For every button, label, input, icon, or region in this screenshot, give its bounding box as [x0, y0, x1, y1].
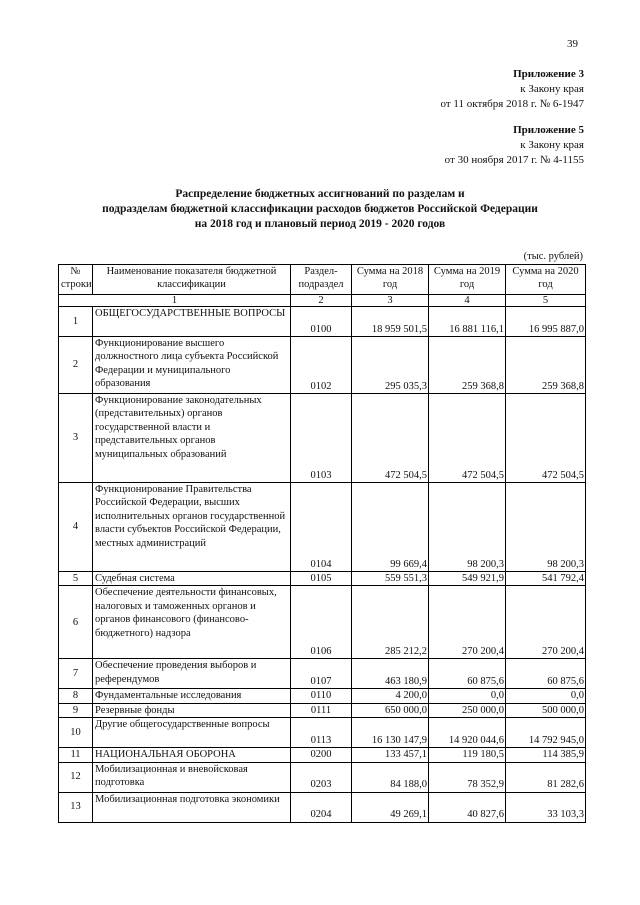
row-number: 7 [59, 659, 93, 689]
section-code: 0203 [291, 762, 352, 792]
table-row [59, 586, 586, 659]
sum-2020: 16 995 887,0 [506, 307, 586, 337]
sum-2018: 18 959 501,5 [352, 307, 429, 337]
row-number: 5 [59, 572, 93, 586]
sum-2018: 650 000,0 [352, 703, 429, 717]
sum-2018: 84 188,0 [352, 762, 429, 792]
table-row [59, 703, 586, 717]
document-title-line: Распределение бюджетных ассигнований по разделам и [175, 188, 465, 200]
budget-table [58, 264, 586, 823]
sum-2018: 133 457,1 [352, 748, 429, 762]
column-number: 1 [59, 295, 291, 307]
row-number: 12 [59, 762, 93, 792]
row-number: 4 [59, 483, 93, 572]
section-code: 0102 [291, 337, 352, 394]
page-number: 39 [567, 38, 578, 50]
indicator-name: Другие общегосударственные вопросы [93, 718, 291, 748]
table-row [59, 572, 586, 586]
units-label: (тыс. рублей) [523, 251, 583, 262]
appendix-3-line1: к Закону края [520, 83, 584, 95]
sum-2020: 0,0 [506, 689, 586, 703]
sum-2018: 295 035,3 [352, 337, 429, 394]
appendix-5-line2: от 30 ноября 2017 г. № 4-1155 [444, 154, 584, 166]
sum-2018: 285 212,2 [352, 586, 429, 659]
column-number: 2 [291, 295, 352, 307]
sum-2019: 250 000,0 [429, 703, 506, 717]
document-title-line: на 2018 год и плановый период 2019 - 2020 годов [194, 218, 446, 230]
sum-2020: 472 504,5 [506, 394, 586, 483]
sum-2020: 500 000,0 [506, 703, 586, 717]
section-code: 0103 [291, 394, 352, 483]
header-row-number: № строки [59, 265, 93, 295]
indicator-name: ОБЩЕГОСУДАРСТВЕННЫЕ ВОПРОСЫ [93, 307, 291, 337]
sum-2020: 270 200,4 [506, 586, 586, 659]
row-number: 1 [59, 307, 93, 337]
indicator-name: Мобилизационная подготовка экономики [93, 792, 291, 822]
appendix-3-title: Приложение 3 [513, 68, 584, 80]
column-numbering-row [59, 295, 586, 307]
section-code: 0111 [291, 703, 352, 717]
header-section-code: Раздел-подраздел [291, 265, 352, 295]
indicator-name: Обеспечение проведения выборов и референдумов [93, 659, 291, 689]
table-row [59, 792, 586, 822]
appendix-3-line2: от 11 октября 2018 г. № 6-1947 [440, 98, 584, 110]
sum-2019: 14 920 044,6 [429, 718, 506, 748]
header-sum-2020: Сумма на 2020 год [506, 265, 586, 295]
sum-2020: 14 792 945,0 [506, 718, 586, 748]
sum-2019: 549 921,9 [429, 572, 506, 586]
section-code: 0107 [291, 659, 352, 689]
sum-2019: 16 881 116,1 [429, 307, 506, 337]
sum-2019: 270 200,4 [429, 586, 506, 659]
row-number: 11 [59, 748, 93, 762]
sum-2020: 541 792,4 [506, 572, 586, 586]
document-title-line: подразделам бюджетной классификации расходов бюджетов Российской Федерации [102, 203, 538, 215]
table-row [59, 748, 586, 762]
sum-2018: 472 504,5 [352, 394, 429, 483]
indicator-name: Обеспечение деятельности финансовых, налоговых и таможенных органов и органов финансового (финансово-бюджетного) надзора [93, 586, 291, 659]
sum-2020: 33 103,3 [506, 792, 586, 822]
section-code: 0110 [291, 689, 352, 703]
indicator-name: Функционирование высшего должностного лица субъекта Российской Федерации и муниципального образования [93, 337, 291, 394]
appendix-3-header [440, 67, 584, 112]
table-row [59, 659, 586, 689]
sum-2018: 463 180,9 [352, 659, 429, 689]
sum-2019: 259 368,8 [429, 337, 506, 394]
sum-2019: 472 504,5 [429, 394, 506, 483]
table-row [59, 762, 586, 792]
section-code: 0200 [291, 748, 352, 762]
table-header-row [59, 265, 586, 295]
sum-2018: 99 669,4 [352, 483, 429, 572]
sum-2020: 81 282,6 [506, 762, 586, 792]
appendix-5-line1: к Закону края [520, 139, 584, 151]
sum-2018: 49 269,1 [352, 792, 429, 822]
table-row [59, 337, 586, 394]
section-code: 0204 [291, 792, 352, 822]
row-number: 9 [59, 703, 93, 717]
row-number: 10 [59, 718, 93, 748]
sum-2019: 60 875,6 [429, 659, 506, 689]
header-indicator-name: Наименование показателя бюджетной классификации [93, 265, 291, 295]
section-code: 0106 [291, 586, 352, 659]
header-sum-2018: Сумма на 2018 год [352, 265, 429, 295]
section-code: 0113 [291, 718, 352, 748]
row-number: 13 [59, 792, 93, 822]
sum-2019: 40 827,6 [429, 792, 506, 822]
appendix-5-header [445, 123, 584, 168]
sum-2020: 60 875,6 [506, 659, 586, 689]
column-number: 4 [429, 295, 506, 307]
indicator-name: Резервные фонды [93, 703, 291, 717]
sum-2020: 98 200,3 [506, 483, 586, 572]
document-title [60, 187, 580, 232]
section-code: 0104 [291, 483, 352, 572]
table-row [59, 394, 586, 483]
row-number: 3 [59, 394, 93, 483]
section-code: 0100 [291, 307, 352, 337]
appendix-5-title: Приложение 5 [513, 124, 584, 136]
sum-2019: 0,0 [429, 689, 506, 703]
row-number: 6 [59, 586, 93, 659]
column-number: 5 [506, 295, 586, 307]
column-number: 3 [352, 295, 429, 307]
sum-2019: 78 352,9 [429, 762, 506, 792]
indicator-name: НАЦИОНАЛЬНАЯ ОБОРОНА [93, 748, 291, 762]
sum-2019: 119 180,5 [429, 748, 506, 762]
section-code: 0105 [291, 572, 352, 586]
sum-2020: 259 368,8 [506, 337, 586, 394]
row-number: 2 [59, 337, 93, 394]
sum-2018: 559 551,3 [352, 572, 429, 586]
table-row [59, 689, 586, 703]
sum-2019: 98 200,3 [429, 483, 506, 572]
sum-2018: 4 200,0 [352, 689, 429, 703]
sum-2020: 114 385,9 [506, 748, 586, 762]
indicator-name: Функционирование Правительства Российской Федерации, высших исполнительных органов государственной власти субъектов Российской Федерации, местных администраций [93, 483, 291, 572]
sum-2018: 16 130 147,9 [352, 718, 429, 748]
header-sum-2019: Сумма на 2019 год [429, 265, 506, 295]
indicator-name: Фундаментальные исследования [93, 689, 291, 703]
indicator-name: Функционирование законодательных (представительных) органов государственной власти и представительных органов муниципальных образований [93, 394, 291, 483]
table-row [59, 307, 586, 337]
indicator-name: Мобилизационная и вневойсковая подготовка [93, 762, 291, 792]
indicator-name: Судебная система [93, 572, 291, 586]
row-number: 8 [59, 689, 93, 703]
table-row [59, 483, 586, 572]
table-row [59, 718, 586, 748]
